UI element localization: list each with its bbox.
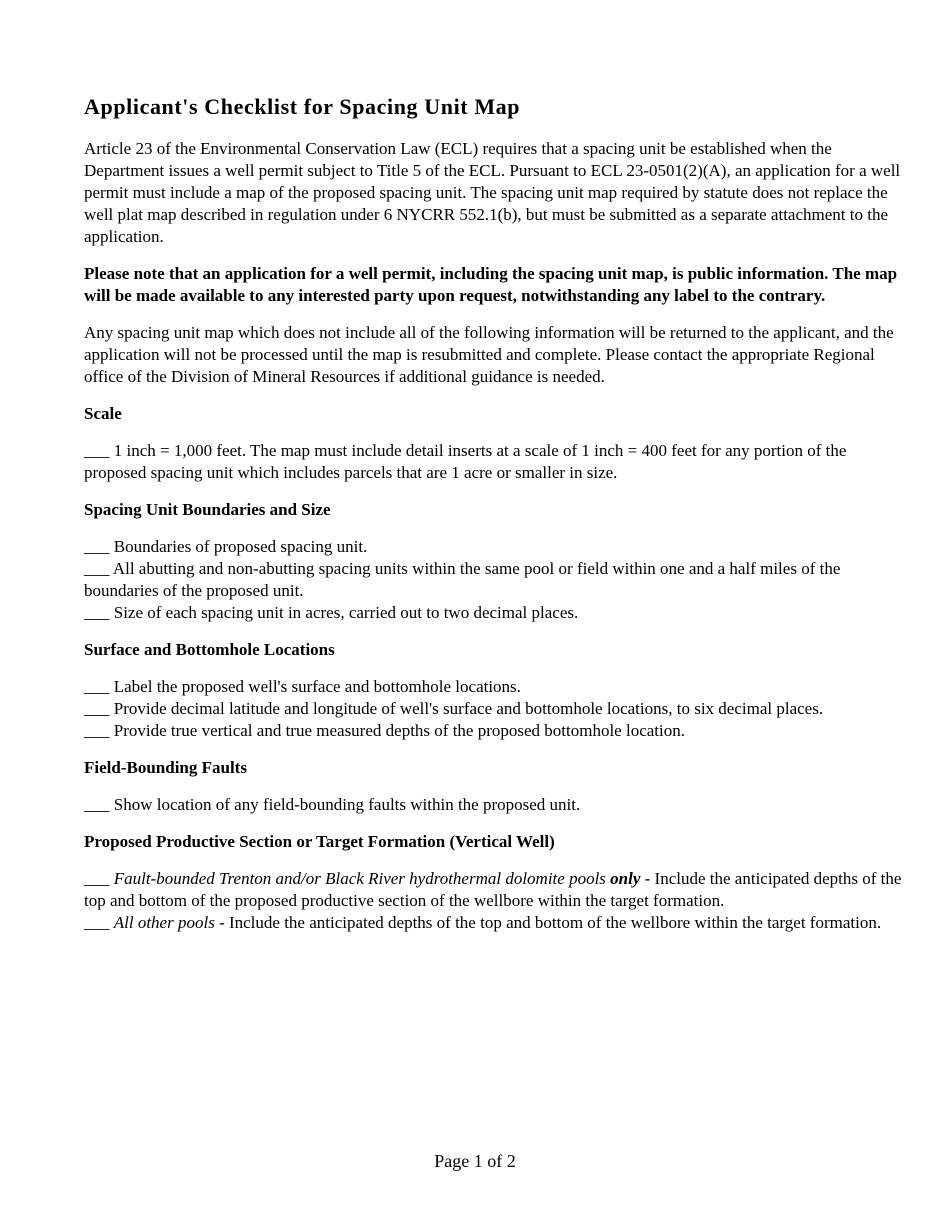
checklist-item [84,676,904,698]
checklist-target-formation [84,868,904,934]
public-information-note: Please note that an application for a well permit, including the spacing unit map, is public information. The map will be made available to any interested party upon request, notwithstanding any label to the contrary. [84,264,898,305]
emphasis-only: only [610,869,641,888]
checklist-item [84,440,904,484]
checklist-item [84,868,904,912]
checkbox-blank[interactable]: ___ [84,913,110,932]
checklist-item-text: Label the proposed well's surface and bottomhole locations. [113,677,521,696]
section-heading-boundaries: Spacing Unit Boundaries and Size [84,500,331,519]
checkbox-blank[interactable]: ___ [84,441,110,460]
checkbox-blank[interactable]: ___ [84,559,110,578]
checklist-item-text: Provide decimal latitude and longitude of well's surface and bottomhole locations, to six decimal places. [113,699,824,718]
checklist-item [84,536,904,558]
checkbox-blank[interactable]: ___ [84,699,110,718]
checklist-scale [84,440,904,484]
checklist-item [84,720,904,742]
checklist-locations [84,676,904,742]
intro-paragraph: Article 23 of the Environmental Conservation Law (ECL) requires that a spacing unit be established when the Department issues a well permit subject to Title 5 of the ECL. Pursuant to ECL 23-0501(2)(A), an application for a well permit must include a map of the proposed spacing unit. The spacing unit map required by statute does not replace the well plat map described in regulation under 6 NYCRR 552.1(b), but must be submitted as a separate attachment to the application. [84,139,901,246]
checklist-item-text: Size of each spacing unit in acres, carried out to two decimal places. [113,603,579,622]
checklist-boundaries [84,536,904,624]
checklist-item-text: - Include the anticipated depths of the top and bottom of the proposed productive section of the wellbore within the target formation. [84,869,902,910]
checkbox-blank[interactable]: ___ [84,795,110,814]
section-heading-scale: Scale [84,404,122,423]
return-policy-paragraph: Any spacing unit map which does not include all of the following information will be returned to the applicant, and the application will not be processed until the map is resubmitted and complete. Please contact the appropriate Regional office of the Division of Mineral Resources if additional guidance is needed. [84,323,894,386]
checklist-item-text: Show location of any field-bounding faults within the proposed unit. [113,795,581,814]
section-heading-target-formation: Proposed Productive Section or Target Formation (Vertical Well) [84,832,555,851]
checkbox-blank[interactable]: ___ [84,721,110,740]
checkbox-blank[interactable]: ___ [84,537,110,556]
checklist-item-text: All abutting and non-abutting spacing units within the same pool or field within one and a half miles of the boundaries of the proposed unit. [84,559,841,600]
page-title: Applicant's Checklist for Spacing Unit Map [84,94,521,119]
document-page [84,92,904,949]
checklist-item-text: Provide true vertical and true measured depths of the proposed bottomhole location. [113,721,685,740]
section-heading-locations: Surface and Bottomhole Locations [84,640,335,659]
checklist-item [84,602,904,624]
checklist-item [84,912,904,934]
checklist-item-text: Boundaries of proposed spacing unit. [113,537,368,556]
checklist-item-text: 1 inch = 1,000 feet. The map must include detail inserts at a scale of 1 inch = 400 feet for any portion of the proposed spacing unit which includes parcels that are 1 acre or smaller in size. [84,441,847,482]
checklist-faults [84,794,904,816]
checklist-item [84,698,904,720]
checkbox-blank[interactable]: ___ [84,603,110,622]
checklist-item [84,558,904,602]
page-number-footer: Page 1 of 2 [434,1151,516,1171]
pool-type-label: All other pools [113,913,215,932]
checkbox-blank[interactable]: ___ [84,869,110,888]
checklist-item [84,794,904,816]
section-heading-faults: Field-Bounding Faults [84,758,247,777]
pool-type-label: Fault-bounded Trenton and/or Black River hydrothermal dolomite pools [113,869,606,888]
checklist-item-text: - Include the anticipated depths of the top and bottom of the wellbore within the target formation. [214,913,882,932]
checkbox-blank[interactable]: ___ [84,677,110,696]
